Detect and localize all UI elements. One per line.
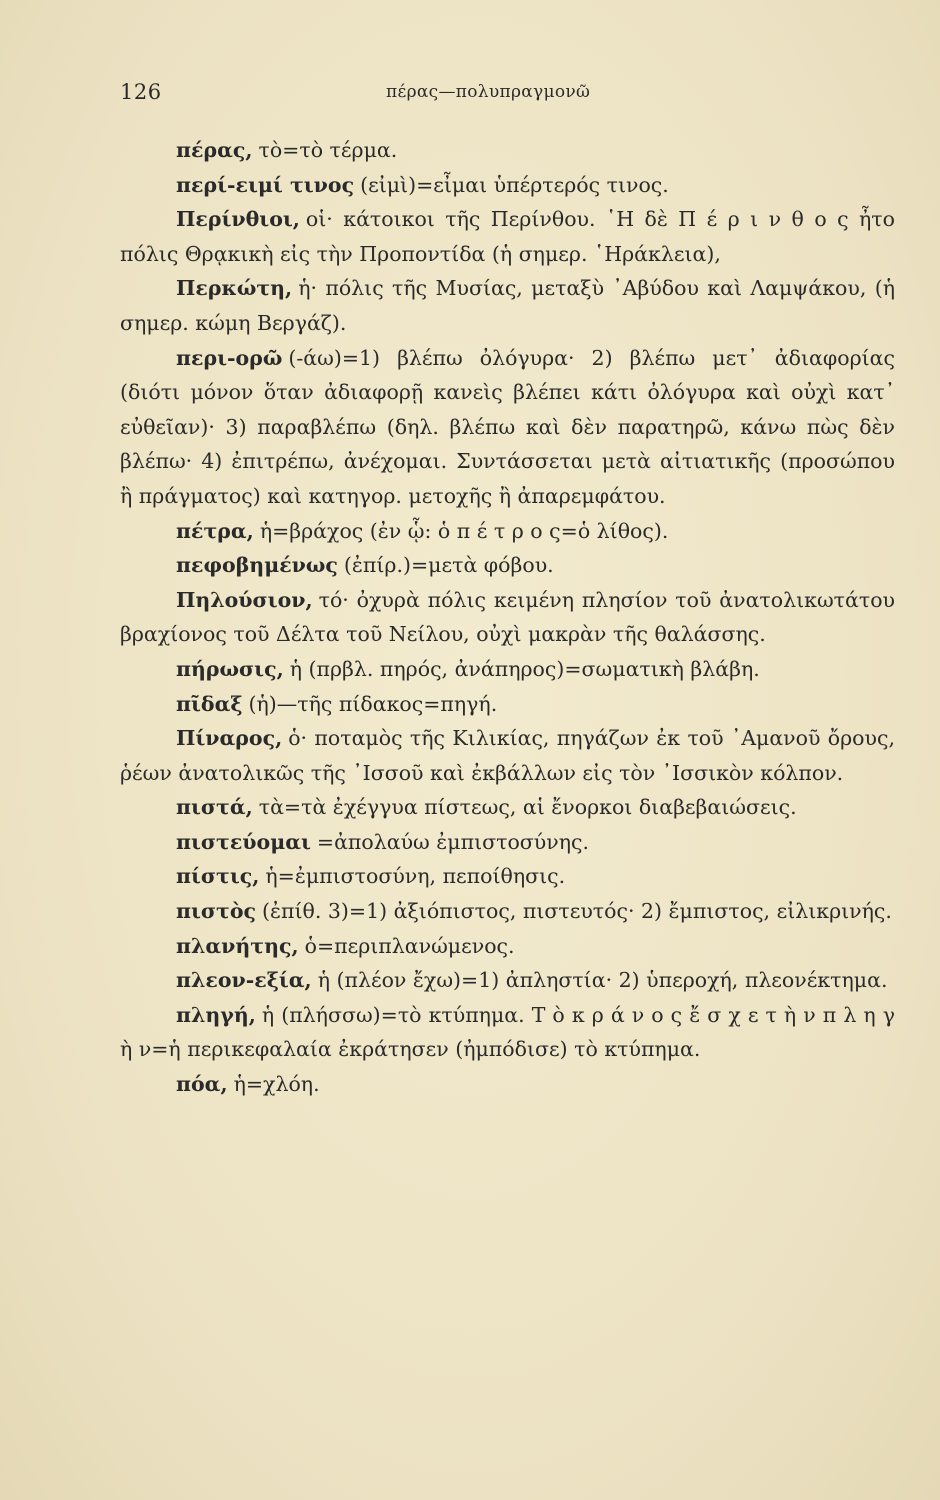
dictionary-entry [120,1067,895,1102]
dictionary-entry [120,790,895,825]
headword: πέτρα, [176,518,254,543]
definition: (ἐπίρ.)=μετὰ φόβου. [343,553,554,578]
definition: =ἀπολαύω ἐμπιστοσύνης. [316,829,589,854]
dictionary-entry [120,548,895,583]
dictionary-entry [120,583,895,652]
dictionary-entry [120,514,895,549]
definition: ἡ· πόλις τῆς Μυσίας, μεταξὺ ᾿Αβύδου καὶ Λαμψάκου, (ἡ σημερ. κώμη Βεργάζ). [120,276,895,335]
definition: ἡ (πλήσσω)=τὸ κτύπημα. Τ ὸ κ ρ ά ν ο ς ἔ σ χ ε τ ὴ ν π λ η γ ὴ ν=ἡ περικεφαλαία ἐκράτησεν (ἠμπόδισε) τὸ κτύπημα. [120,1002,895,1062]
dictionary-entry [120,998,895,1067]
definition: (εἰμὶ)=εἶμαι ὑπέρτερός τινος. [360,172,669,197]
definition: ἡ=βράχος (ἐν ᾧ: ὁ π έ τ ρ ο ς=ὁ λίθος). [259,518,669,543]
headword: πλεον-εξία, [176,968,312,993]
running-head: πέρας—πολυπραγμονῶ [386,82,591,102]
definition: ἡ (πρβλ. πηρός, ἀνάπηρος)=σωματικὴ βλάβη. [289,656,760,681]
definition: τό· ὀχυρὰ πόλις κειμένη πλησίον τοῦ ἀνατολικωτάτου βραχίονος τοῦ Δέλτα τοῦ Νείλου, οὐχὶ μακρὰν τῆς θαλάσσης. [120,587,895,647]
dictionary-entries [120,133,895,1102]
headword: Περίνθιοι, [176,207,300,232]
definition: ἡ=χλόη. [233,1072,320,1097]
headword: Πίναρος, [176,726,283,751]
definition: τὸ=τὸ τέρμα. [258,138,398,162]
definition: ὁ· ποταμὸς τῆς Κιλικίας, πηγάζων ἐκ τοῦ ᾿Αμανοῦ ὄρους, ῥέων ἀνατολικῶς τῆς ᾿Ισσοῦ καὶ ἐκβάλλων εἰς τὸν ᾿Ισσικὸν κόλπον. [120,726,895,785]
headword: περι-ορῶ [176,345,283,370]
headword: Πηλούσιον, [176,587,313,612]
dictionary-entry [120,271,895,340]
definition: (-άω)=1) βλέπω ὀλόγυρα· 2) βλέπω μετ᾽ ἀδιαφορίας (διότι μόνον ὅταν ἀδιαφορῇ κανεὶς βλέπει κάτι ὀλόγυρα καὶ οὐχὶ κατ᾽ εὐθεῖαν)· 3) παραβλέπω (δηλ. βλέπω καὶ δὲν παρατηρῶ, κάνω πὼς δὲν βλέπω· 4) ἐπιτρέπω, ἀνέχομαι. Συντάσσεται μετὰ αἰτιατικῆς (προσώπου ἢ πράγματος) καὶ κατηγορ. μετοχῆς ἢ ἀπαρεμφάτου. [120,345,895,508]
definition: ἡ (πλέον ἔχω)=1) ἀπληστία· 2) ὑπεροχή, πλεονέκτημα. [317,968,888,993]
dictionary-entry [120,859,895,894]
headword: πλανήτης, [176,933,299,958]
headword: πιστεύομαι [176,829,311,854]
headword: πιστὸς [176,899,256,924]
page-header [0,80,940,110]
headword: πληγή, [176,1002,256,1027]
dictionary-entry [120,202,895,271]
definition: τὰ=τὰ ἐχέγγυα πίστεως, αἱ ἔνορκοι διαβεβαιώσεις. [258,795,797,820]
headword: πόα, [176,1072,228,1097]
headword: πιστά, [176,795,253,820]
page-number: 126 [120,80,162,104]
headword: Περκώτη, [176,276,293,301]
dictionary-entry [120,894,895,929]
definition: ὁ=περιπλανώμενος. [304,933,515,958]
headword: πήρωσις, [176,656,284,681]
headword: πῖδαξ [176,691,243,716]
dictionary-entry [120,133,895,168]
dictionary-entry [120,652,895,687]
definition: ἡ=ἐμπιστοσύνη, πεποίθησις. [265,864,566,889]
dictionary-entry [120,721,895,790]
definition: οἱ· κάτοικοι τῆς Περίνθου. ῾Η δὲ Π έ ρ ι ν θ ο ς ἦτο πόλις Θρᾳκικὴ εἰς τὴν Προποντίδα (ἡ σημερ. ῾Ηράκλεια), [120,207,895,266]
definition: (ἐπίθ. 3)=1) ἀξιόπιστος, πιστευτός· 2) ἔμπιστος, εἰλικρινής. [262,899,892,924]
headword: πίστις, [176,864,260,889]
dictionary-entry [120,687,895,722]
headword: πεφοβημένως [176,553,338,578]
headword: περί-ειμί τινος [176,172,355,197]
headword: πέρας, [176,138,253,162]
dictionary-entry [120,341,895,514]
dictionary-entry [120,168,895,203]
dictionary-entry [120,963,895,998]
dictionary-entry [120,825,895,860]
dictionary-entry [120,929,895,964]
definition: (ἡ)—τῆς πίδακος=πηγή. [248,691,498,716]
